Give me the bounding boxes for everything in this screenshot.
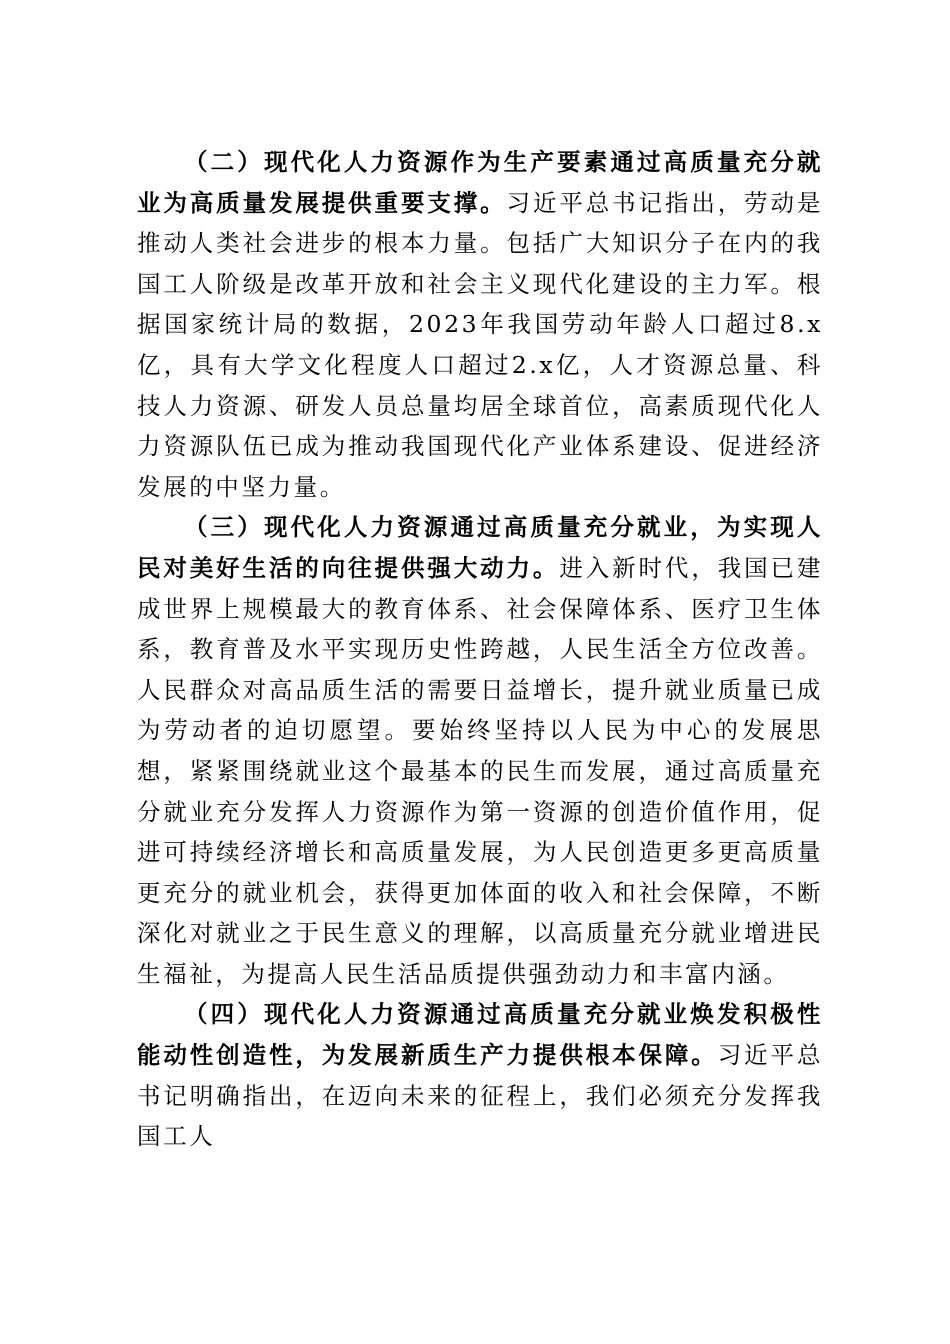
paragraph-2 [137,142,823,507]
paragraph-4 [137,994,823,1156]
paragraph-2-heading: （二）现代化人力资源作为生产要素通过高质量充分就业为高质量发展提供重要支撑。 [137,148,823,217]
paragraph-4-heading: （四）现代化人力资源通过高质量充分就业焕发积极性能动性创造性，为发展新质生产力提供根本保障。 [137,1000,823,1070]
paragraph-3-text: 进入新时代，我国已建成世界上规模最大的教育体系、社会保障体系、医疗卫生体系，教育普及水平实现历史性跨越，人民生活全方位改善。人民群众对高品质生活的需要日益增长，提升就业质量已成为劳动者的迫切愿望。要始终坚持以人民为中心的发展思想，紧紧围绕就业这个最基本的民生而发展，通过高质量充分就业充分发挥人力资源作为第一资源的创造价值作用，促进可持续经济增长和高质量发展，为人民创造更多更高质量更充分的就业机会，获得更加体面的收入和社会保障，不断深化对就业之于民生意义的理解，以高质量充分就业增进民生福祉，为提高人民生活品质提供强劲动力和丰富内涵。 [137,553,824,988]
paragraph-3 [137,507,823,994]
paragraph-2-text: 习近平总书记指出，劳动是推动人类社会进步的根本力量。包括广大知识分子在内的我国工人阶级是改革开放和社会主义现代化建设的主力军。根据国家统计局的数据，2023年我国劳动年龄人口超过8.x亿，具有大学文化程度人口超过2.x亿，人才资源总量、科技人力资源、研发人员总量均居全球首位，高素质现代化人力资源队伍已成为推动我国现代化产业体系建设、促进经济发展的中坚力量。 [137,188,823,501]
paragraph-4-text: 习近平总书记明确指出，在迈向未来的征程上，我们必须充分发挥我国工人 [137,1041,823,1151]
paragraph-3-heading: （三）现代化人力资源通过高质量充分就业，为实现人民对美好生活的向往提供强大动力。 [137,513,823,582]
document-body [137,142,823,1157]
